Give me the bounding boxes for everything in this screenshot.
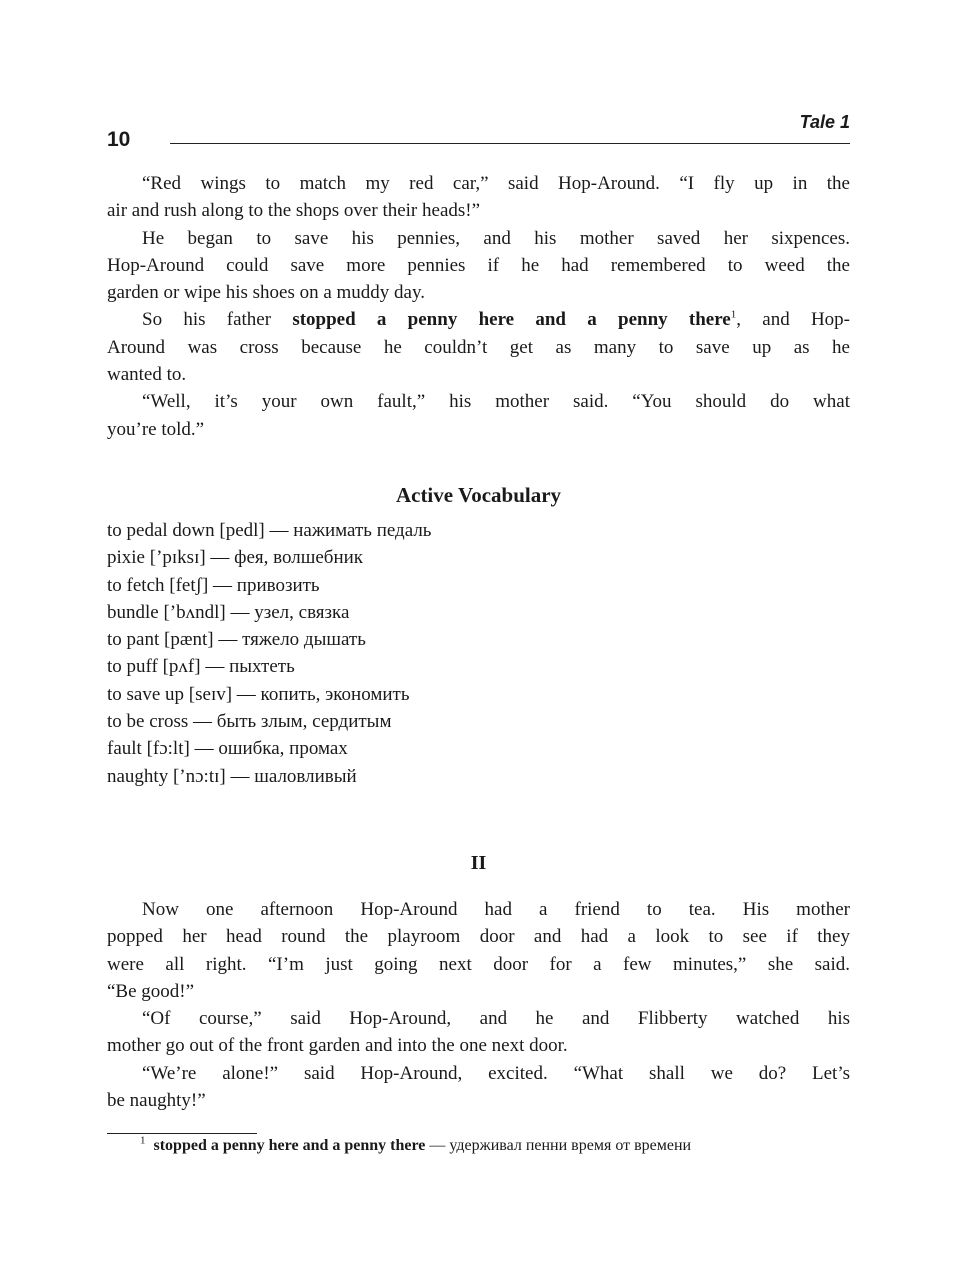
paragraph-line: He began to save his pennies, and his mother saved her sixpences.: [142, 227, 850, 249]
paragraph: [107, 1005, 850, 1060]
paragraph-line: garden or wipe his shoes on a muddy day.: [107, 282, 426, 304]
paragraph: [107, 1060, 850, 1115]
footnote-ref: 1: [730, 309, 737, 322]
paragraph-line: air and rush along to the shops over their heads!”: [107, 200, 481, 222]
text: , and Hop-: [736, 309, 850, 331]
vocabulary-item: to be cross — быть злым, сердитым: [107, 711, 392, 733]
vocabulary-item: naughty [’nɔ:tɪ] — шаловливый: [107, 765, 357, 787]
vocabulary-item: to pedal down [pedl] — нажимать педаль: [107, 520, 432, 541]
paragraph-line: “We’re alone!” said Hop-Around, excited. “What shall we do? Let’s: [142, 1062, 850, 1084]
paragraph-line: you’re told.”: [107, 418, 205, 440]
header-rule: [170, 143, 850, 144]
paragraph-line: Hop-Around could save more pennies if he had remembered to weed the: [107, 254, 850, 276]
paragraph-line: [107, 306, 850, 333]
paragraph: [107, 225, 850, 307]
paragraph-line: “Well, it’s your own fault,” his mother said. “You should do what: [142, 391, 850, 413]
bold-phrase: stopped a penny here and a penny there: [292, 309, 731, 331]
story-part-2: [107, 896, 850, 1114]
vocabulary-list: [107, 517, 850, 790]
footnote-number: 1: [140, 1134, 146, 1147]
paragraph-line: “Be good!”: [107, 980, 195, 1002]
vocabulary-item: pixie [’pɪksɪ] — фея, волшебник: [107, 547, 364, 569]
paragraph-line: be naughty!”: [107, 1090, 206, 1112]
paragraph-line: mother go out of the front garden and into the one next door.: [107, 1035, 568, 1057]
page-number: 10: [107, 128, 131, 151]
paragraph-line: popped her head round the playroom door and had a look to see if they: [107, 926, 850, 948]
paragraph: [107, 170, 850, 225]
paragraph-line: Now one afternoon Hop-Around had a friend to tea. His mother: [142, 899, 850, 920]
section-title: II: [470, 852, 487, 874]
footnote-rule: [107, 1133, 257, 1134]
vocabulary-item: to fetch [fetʃ] — привозить: [107, 574, 320, 596]
vocabulary-item: bundle [’bʌndl] — узел, связка: [107, 601, 350, 623]
paragraph-line: “Of course,” said Hop-Around, and he and Flibberty watched his: [142, 1008, 850, 1030]
vocabulary-item: to save up [seɪv] — копить, экономить: [107, 683, 410, 705]
paragraph-line: Around was cross because he couldn’t get as many to save up as he: [107, 336, 850, 358]
footnote-term: stopped a penny here and a penny there: [153, 1137, 426, 1154]
vocabulary-heading: Active Vocabulary: [395, 483, 562, 507]
paragraph-line: wanted to.: [107, 364, 187, 386]
paragraph-line: were all right. “I’m just going next door for a few minutes,” she said.: [107, 953, 850, 975]
text: So his father: [142, 309, 293, 331]
paragraph: [107, 896, 850, 1005]
story-part-1: [107, 170, 850, 443]
paragraph: [107, 388, 850, 443]
vocabulary-item: to pant [pænt] — тяжело дышать: [107, 629, 366, 651]
vocabulary-item: fault [fɔ:lt] — ошибка, промах: [107, 738, 348, 760]
footnote: [140, 1134, 692, 1155]
paragraph-line: “Red wings to match my red car,” said Hop-Around. “I fly up in the: [142, 173, 850, 194]
running-head: Tale 1: [799, 112, 850, 132]
vocabulary-item: to puff [pʌf] — пыхтеть: [107, 656, 295, 678]
footnote-translation: — удерживал пенни время от времени: [425, 1137, 692, 1154]
paragraph: [107, 306, 850, 388]
